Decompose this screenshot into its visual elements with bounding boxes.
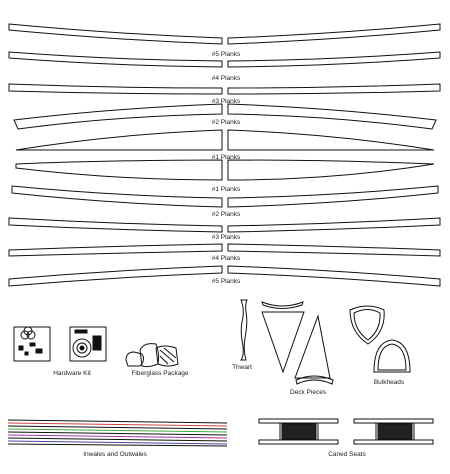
plank-row-top-3	[9, 84, 440, 94]
plank-label: #4 Planks	[211, 255, 241, 262]
hardware-kit-label: Hardware Kit	[53, 370, 91, 377]
plank-label: #3 Planks	[211, 98, 241, 105]
plank-label: #4 Planks	[211, 75, 241, 82]
plank-label: #2 Planks	[211, 211, 241, 218]
bulkheads-label: Bulkheads	[373, 379, 405, 386]
deck-pieces-drawing	[262, 302, 333, 384]
thwart-label: Thwart	[232, 364, 252, 371]
fiberglass-package-drawing	[126, 344, 178, 367]
fiberglass-package-label: Fiberglass Package	[131, 370, 189, 377]
plank-row-top-1	[16, 130, 434, 150]
plank-label: #1 Planks	[211, 154, 241, 161]
plank-label: #3 Planks	[211, 234, 241, 241]
plank-label: #1 Planks	[211, 186, 241, 193]
plank-label: #2 Planks	[211, 119, 241, 126]
bulkheads-drawing	[350, 306, 410, 372]
caned-seats-label: Caned Seats	[328, 451, 366, 458]
inwales-outwales-label: Inwales and Outwales	[83, 451, 147, 458]
hardware-kit-drawing	[14, 327, 106, 361]
caned-seats-drawing	[259, 419, 433, 444]
plank-row-top-5	[9, 24, 440, 44]
thwart-drawing	[241, 300, 247, 360]
plank-label: #5 Planks	[211, 51, 241, 58]
inwales-outwales-drawing	[8, 420, 227, 446]
plank-label: #5 Planks	[211, 278, 241, 285]
plank-row-bottom-3	[9, 218, 440, 232]
plank-row-bottom-1	[16, 160, 434, 180]
deck-pieces-label: Deck Pieces	[289, 389, 327, 396]
